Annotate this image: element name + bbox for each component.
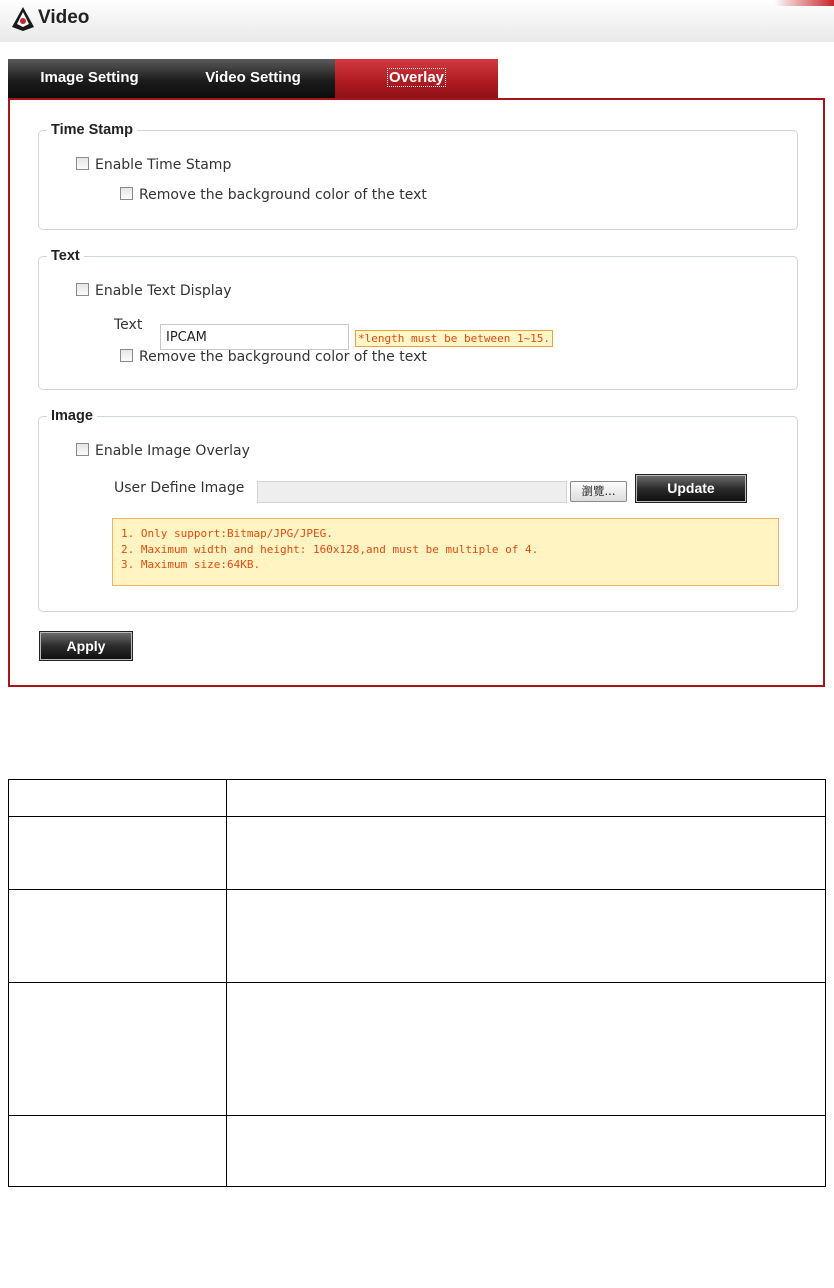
text-group [38,248,798,390]
table-cell [9,780,227,817]
user-define-image-label: User Define Image [114,480,245,496]
apply-button[interactable]: Apply [40,632,132,660]
tab-label: Overlay [388,69,445,86]
enable-time-stamp-row [76,157,231,173]
time-stamp-group [38,122,798,230]
enable-text-display-checkbox[interactable] [76,283,89,296]
header-corner-accent [774,0,834,6]
text-legend: Text [51,248,80,264]
tab-bar [8,59,498,98]
tab-image-setting[interactable] [8,59,171,98]
table-cell [227,983,826,1116]
camera-logo-icon [11,6,35,32]
table-cell [9,983,227,1116]
text-length-hint: *length must be between 1~15. [355,330,553,347]
enable-time-stamp-checkbox[interactable] [76,157,89,170]
tab-overlay[interactable] [335,59,498,98]
enable-text-display-label: Enable Text Display [95,283,232,299]
image-note: 1. Only support:Bitmap/JPG/JPEG. [121,527,333,540]
image-notes [112,518,779,586]
time-stamp-legend: Time Stamp [51,122,133,138]
tab-video-setting[interactable] [171,59,335,98]
image-note: 3. Maximum size:64KB. [121,558,261,571]
enable-image-overlay-checkbox[interactable] [76,443,89,456]
table-cell [227,780,826,817]
text-field-label: Text [114,317,143,333]
app-header [0,0,834,42]
overlay-panel [8,98,825,687]
text-remove-bg-label: Remove the background color of the text [139,349,427,365]
image-note: 2. Maximum width and height: 160x128,and must be multiple of 4. [121,542,539,556]
table-row [9,890,826,983]
image-group [38,408,798,612]
table-cell [227,890,826,983]
time-stamp-remove-bg-row [120,187,427,203]
browse-button[interactable]: 瀏覽... [570,481,627,502]
table-row [9,1116,826,1187]
enable-text-display-row [76,283,232,299]
enable-time-stamp-label: Enable Time Stamp [95,157,232,173]
table-cell [9,817,227,890]
page-title: Video [38,7,90,28]
text-input[interactable] [160,324,349,350]
image-legend: Image [51,408,93,424]
text-remove-bg-row [120,349,427,365]
table-cell [9,890,227,983]
time-stamp-remove-bg-checkbox[interactable] [120,187,133,200]
tab-label: Video Setting [205,69,301,86]
table-cell [9,1116,227,1187]
table-cell [227,1116,826,1187]
file-path-input[interactable] [257,481,567,503]
table-row [9,817,826,890]
enable-image-overlay-label: Enable Image Overlay [95,443,250,459]
enable-image-overlay-row [76,443,250,459]
text-remove-bg-checkbox[interactable] [120,349,133,362]
update-button[interactable]: Update [636,475,746,502]
description-table [8,779,826,1187]
table-row [9,780,826,817]
table-row [9,983,826,1116]
table-cell [227,817,826,890]
tab-label: Image Setting [40,69,139,86]
time-stamp-remove-bg-label: Remove the background color of the text [139,187,427,203]
